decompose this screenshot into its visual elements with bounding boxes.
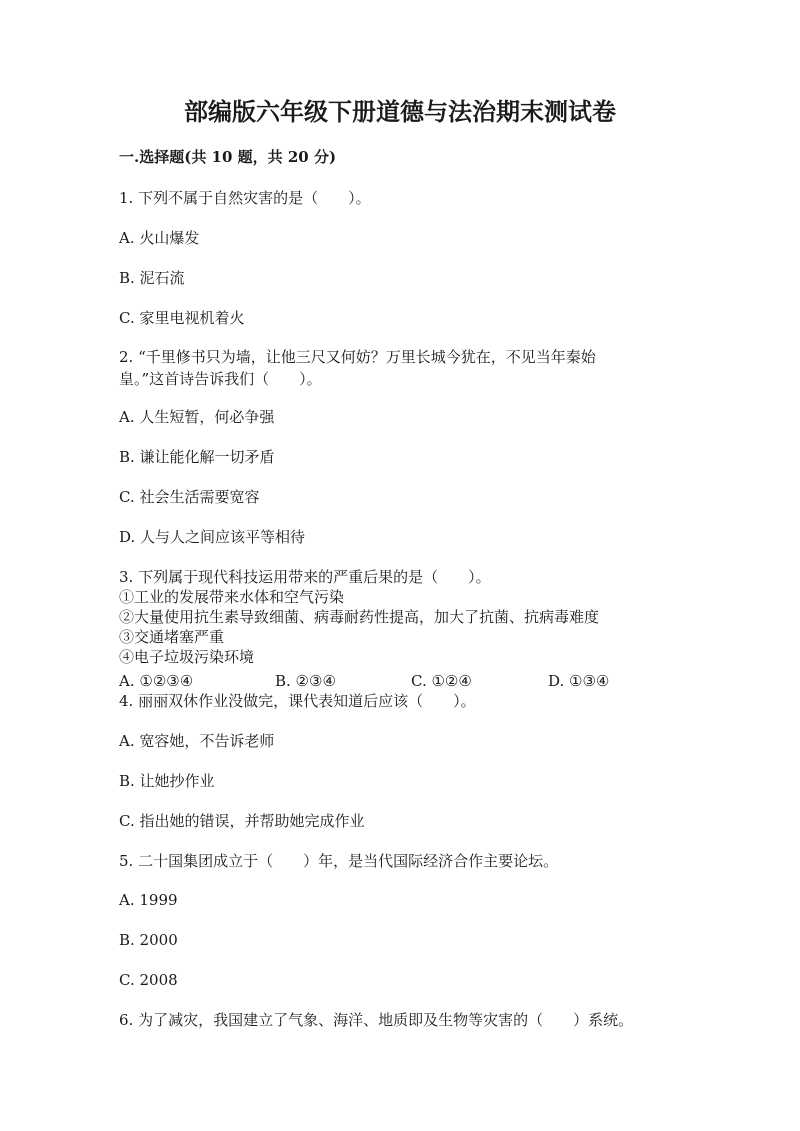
question-3-option-d: D. ①③④ [548, 672, 610, 690]
question-4-option-c: C. 指出她的错误，并帮助她完成作业 [119, 812, 365, 830]
page-title: 部编版六年级下册道德与法治期末测试卷 [184, 97, 616, 126]
question-3-option-a: A. ①②③④ [119, 672, 194, 690]
question-3-item-4: ④电子垃圾污染环境 [119, 648, 255, 666]
question-3-option-c: C. ①②④ [411, 672, 472, 690]
question-3-stem: 3. 下列属于现代科技运用带来的严重后果的是（ ）。 [119, 568, 491, 586]
question-3-option-b: B. ②③④ [275, 672, 336, 690]
question-4-option-a: A. 宽容她，不告诉老师 [119, 732, 275, 750]
question-2-stem-line-1: 2. “千里修书只为墙，让他三尺又何妨？万里长城今犹在，不见当年秦始 [119, 348, 596, 366]
question-6-stem: 6. 为了减灾，我国建立了气象、海洋、地质即及生物等灾害的（ ）系统。 [119, 1011, 634, 1029]
question-5-stem: 5. 二十国集团成立于（ ）年，是当代国际经济合作主要论坛。 [119, 852, 559, 870]
question-1-stem: 1. 下列不属于自然灾害的是（ ）。 [119, 189, 371, 207]
section-heading: 一.选择题(共 10 题，共 20 分) [119, 148, 337, 166]
question-1-option-b: B. 泥石流 [119, 269, 185, 287]
question-2-option-c: C. 社会生活需要宽容 [119, 488, 260, 506]
question-2-option-b: B. 谦让能化解一切矛盾 [119, 448, 275, 466]
question-4-option-b: B. 让她抄作业 [119, 772, 215, 790]
question-2-option-a: A. 人生短暂，何必争强 [119, 408, 275, 426]
question-4-stem: 4. 丽丽双休作业没做完，课代表知道后应该（ ）。 [119, 692, 476, 710]
question-5-option-a: A. 1999 [119, 891, 178, 909]
question-5-option-b: B. 2000 [119, 931, 178, 949]
question-5-option-c: C. 2008 [119, 971, 178, 989]
question-1-option-a: A. 火山爆发 [119, 229, 200, 247]
question-2-option-d: D. 人与人之间应该平等相待 [119, 528, 306, 546]
question-1-option-c: C. 家里电视机着火 [119, 309, 245, 327]
question-3-item-1: ①工业的发展带来水体和空气污染 [119, 588, 345, 606]
question-2-stem-line-2: 皇。”这首诗告诉我们（ ）。 [119, 370, 322, 388]
question-3-item-2: ②大量使用抗生素导致细菌、病毒耐药性提高，加大了抗菌、抗病毒难度 [119, 608, 600, 626]
question-3-item-3: ③交通堵塞严重 [119, 628, 225, 646]
